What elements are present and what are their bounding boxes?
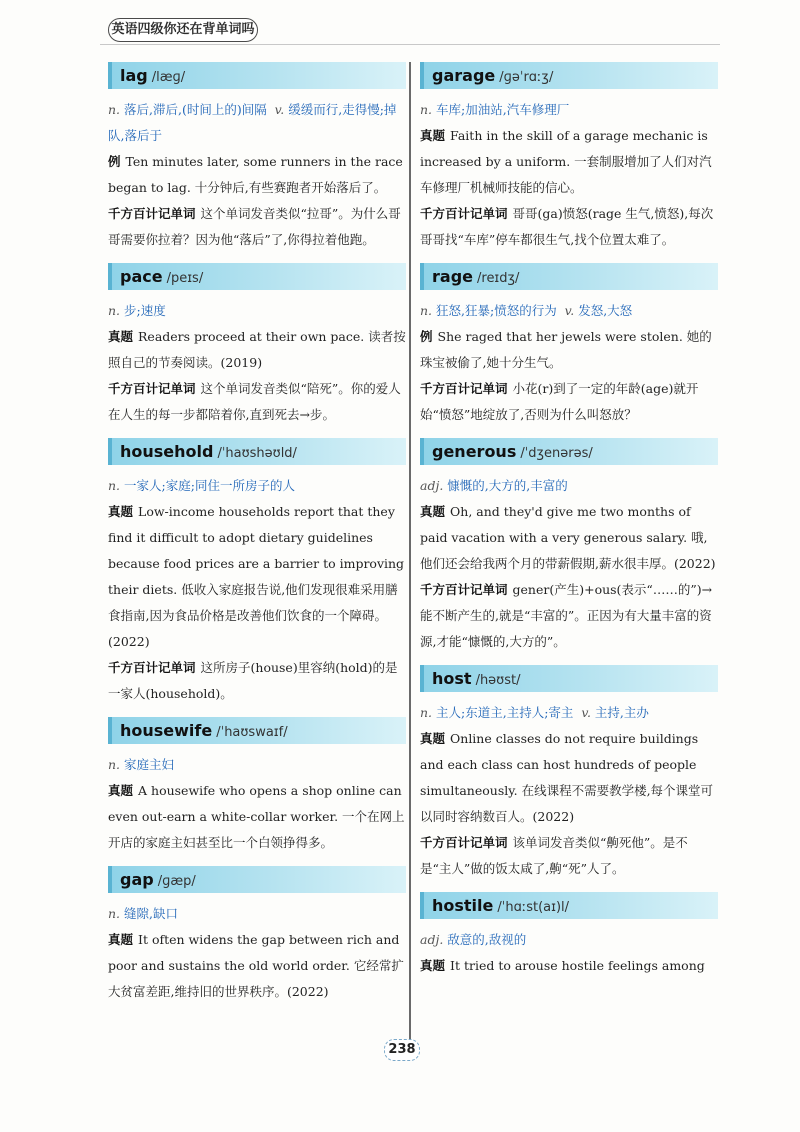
example-label: 例: [420, 329, 433, 344]
example-sentence: [108, 778, 406, 856]
word-entry: [108, 866, 406, 1005]
meaning: 狂怒,狂暴;愤怒的行为: [436, 303, 557, 318]
headword: housewife: [120, 721, 213, 740]
example-label: 真题: [108, 504, 134, 519]
example-text: A housewife who opens a shop online can even out-earn a white-collar worker. 一个在网上开店的家庭主妇甚至比一个白领挣得多。: [108, 783, 405, 850]
page-number: 238: [384, 1039, 420, 1061]
meaning-2: 缓缓而行,走得慢;掉队,落后于: [108, 102, 397, 143]
memory-text: 小花(r)到了一定的年龄(age)就开始“愤怒”地绽放了,否则为什么叫怒放？: [420, 381, 699, 422]
word-entry: [108, 263, 406, 428]
definition: [108, 752, 406, 778]
example-label: 例: [108, 154, 121, 169]
phonetic: /ɡəˈrɑːʒ/: [499, 70, 554, 85]
definition: [420, 927, 718, 953]
phonetic: /ˈhaʊshəʊld/: [217, 446, 297, 461]
column-divider: [409, 62, 411, 1047]
memory-tip: [108, 201, 406, 253]
example-sentence: [420, 123, 718, 201]
definition: [108, 97, 406, 149]
example-sentence: [108, 499, 406, 655]
headword: rage: [432, 267, 473, 286]
example-text: It often widens the gap between rich and poor and sustains the old world order. 它经常扩大贫富差距,维持旧的世界秩序。(2022): [108, 932, 404, 999]
part-of-speech: adj.: [420, 478, 444, 493]
definition: [108, 901, 406, 927]
example-label: 真题: [420, 504, 446, 519]
part-of-speech: n.: [108, 102, 121, 117]
header-rule: [100, 44, 720, 45]
memory-text: 哥哥(ga)愤怒(rage 生气,愤怒),每次哥哥找“车库”停车都很生气,找个位置太难了。: [420, 206, 714, 247]
headword: hostile: [432, 896, 494, 915]
meaning: 步;速度: [124, 303, 166, 318]
phonetic: /ˈdʒenərəs/: [520, 446, 593, 461]
phonetic: /peɪs/: [166, 271, 204, 286]
part-of-speech: n.: [108, 757, 121, 772]
example-label: 真题: [420, 958, 446, 973]
example-text: Oh, and they'd give me two months of paid vacation with a very generous salary. 哦,他们还会给我两个月的带薪假期,薪水很丰厚。(2022): [420, 504, 716, 571]
word-entry: [108, 62, 406, 253]
word-entry: [108, 717, 406, 856]
definition: [420, 97, 718, 123]
memory-label: 千方百计记单词: [420, 381, 508, 396]
headword-bar: [108, 866, 406, 893]
example-label: 真题: [108, 932, 134, 947]
meaning: 敌意的,敌视的: [447, 932, 527, 947]
meaning: 缝隙,缺口: [124, 906, 178, 921]
headword: pace: [120, 267, 163, 286]
memory-label: 千方百计记单词: [420, 835, 508, 850]
book-title-tag: 英语四级你还在背单词吗: [108, 18, 258, 42]
memory-text: gener(产生)+ous(表示“……的”)→能不断产生的,就是“丰富的”。正因为有大量丰富的资源,才能“慷慨的,大方的”。: [420, 582, 713, 649]
example-sentence: [108, 324, 406, 376]
headword-bar: [420, 892, 718, 919]
headword-bar: [108, 438, 406, 465]
phonetic: /həʊst/: [475, 673, 521, 688]
part-of-speech: n.: [420, 303, 433, 318]
definition: [420, 298, 718, 324]
memory-text: 这个单词发音类似“拉哥”。为什么哥哥需要你拉着？因为他“落后”了,你得拉着他跑。: [108, 206, 401, 247]
memory-tip: [420, 376, 718, 428]
meaning: 主人;东道主,主持人;寄主: [436, 705, 574, 720]
memory-label: 千方百计记单词: [108, 660, 196, 675]
headword-bar: [108, 717, 406, 744]
meaning: 一家人;家庭;同住一所房子的人: [124, 478, 295, 493]
right-column: [420, 62, 718, 989]
definition: [108, 298, 406, 324]
word-entry: [420, 62, 718, 253]
memory-label: 千方百计记单词: [420, 206, 508, 221]
example-text: Faith in the skill of a garage mechanic is increased by a uniform. 一套制服增加了人们对汽车修理厂机械师技能的信心。: [420, 128, 712, 195]
meaning-2: 主持,主办: [594, 705, 649, 720]
example-sentence: [108, 927, 406, 1005]
example-sentence: [420, 953, 718, 979]
left-column: [108, 62, 406, 1015]
example-label: 真题: [420, 731, 446, 746]
phonetic: /reɪdʒ/: [477, 271, 520, 286]
memory-tip: [420, 201, 718, 253]
headword: generous: [432, 442, 517, 461]
meaning: 慷慨的,大方的,丰富的: [447, 478, 568, 493]
word-entry: [108, 438, 406, 707]
part-of-speech: n.: [420, 705, 433, 720]
part-of-speech: adj.: [420, 932, 444, 947]
memory-text: 这所房子(house)里容纳(hold)的是一家人(household)。: [108, 660, 398, 701]
headword-bar: [420, 438, 718, 465]
definition: [108, 473, 406, 499]
word-entry: [420, 438, 718, 655]
headword: gap: [120, 870, 154, 889]
meaning: 家庭主妇: [124, 757, 175, 772]
definition: [420, 700, 718, 726]
example-sentence: [108, 149, 406, 201]
part-of-speech-2: v.: [581, 705, 591, 720]
word-entry: [420, 263, 718, 428]
definition: [420, 473, 718, 499]
example-label: 真题: [108, 783, 134, 798]
example-label: 真题: [420, 128, 446, 143]
headword-bar: [108, 62, 406, 89]
part-of-speech-2: v.: [564, 303, 575, 318]
memory-label: 千方百计记单词: [108, 381, 196, 396]
meaning-2: 发怒,大怒: [578, 303, 633, 318]
example-sentence: [420, 499, 718, 577]
memory-label: 千方百计记单词: [108, 206, 196, 221]
word-entry: [420, 665, 718, 882]
memory-label: 千方百计记单词: [420, 582, 508, 597]
meaning: 车库;加油站,汽车修理厂: [436, 102, 570, 117]
headword: host: [432, 669, 472, 688]
example-label: 真题: [108, 329, 134, 344]
word-entry: [420, 892, 718, 979]
phonetic: /ˈhaʊswaɪf/: [216, 725, 288, 740]
part-of-speech-2: v.: [274, 102, 285, 117]
phonetic: /ɡæp/: [157, 874, 196, 889]
headword-bar: [108, 263, 406, 290]
memory-tip: [420, 577, 718, 655]
part-of-speech: n.: [108, 906, 121, 921]
headword: household: [120, 442, 214, 461]
example-text: It tried to arouse hostile feelings among: [450, 958, 705, 973]
part-of-speech: n.: [108, 478, 121, 493]
memory-tip: [108, 376, 406, 428]
headword-bar: [420, 665, 718, 692]
memory-text: 该单词发音类似“齁死他”。是不是“主人”做的饭太咸了,齁“死”人了。: [420, 835, 688, 876]
headword-bar: [420, 62, 718, 89]
example-text: Ten minutes later, some runners in the race began to lag. 十分钟后,有些赛跑者开始落后了。: [108, 154, 403, 195]
memory-tip: [420, 830, 718, 882]
example-sentence: [420, 726, 718, 830]
phonetic: /læɡ/: [151, 70, 186, 85]
part-of-speech: n.: [420, 102, 433, 117]
phonetic: /ˈhɑːst(aɪ)l/: [497, 900, 570, 915]
memory-text: 这个单词发音类似“陪死”。你的爱人在人生的每一步都陪着你,直到死去→步。: [108, 381, 401, 422]
example-sentence: [420, 324, 718, 376]
example-text: Online classes do not require buildings and each class can host hundreds of people simultaneously. 在线课程不需要教学楼,每个课堂可以同时容纳数百人。(2022): [420, 731, 714, 824]
example-text: Low-income households report that they find it difficult to adopt dietary guidelines because food prices are a barrier to improving their diets. 低收入家庭报告说,他们发现很难采用膳食指南,因为食品价格是改善他们饮食的一个障碍。(2022): [108, 504, 405, 649]
example-text: She raged that her jewels were stolen. 她的珠宝被偷了,她十分生气。: [420, 329, 712, 370]
meaning: 落后,滞后,(时间上的)间隔: [124, 102, 267, 117]
headword: lag: [120, 66, 148, 85]
headword-bar: [420, 263, 718, 290]
example-text: Readers proceed at their own pace. 读者按照自己的节奏阅读。(2019): [108, 329, 406, 370]
headword: garage: [432, 66, 496, 85]
memory-tip: [108, 655, 406, 707]
part-of-speech: n.: [108, 303, 121, 318]
